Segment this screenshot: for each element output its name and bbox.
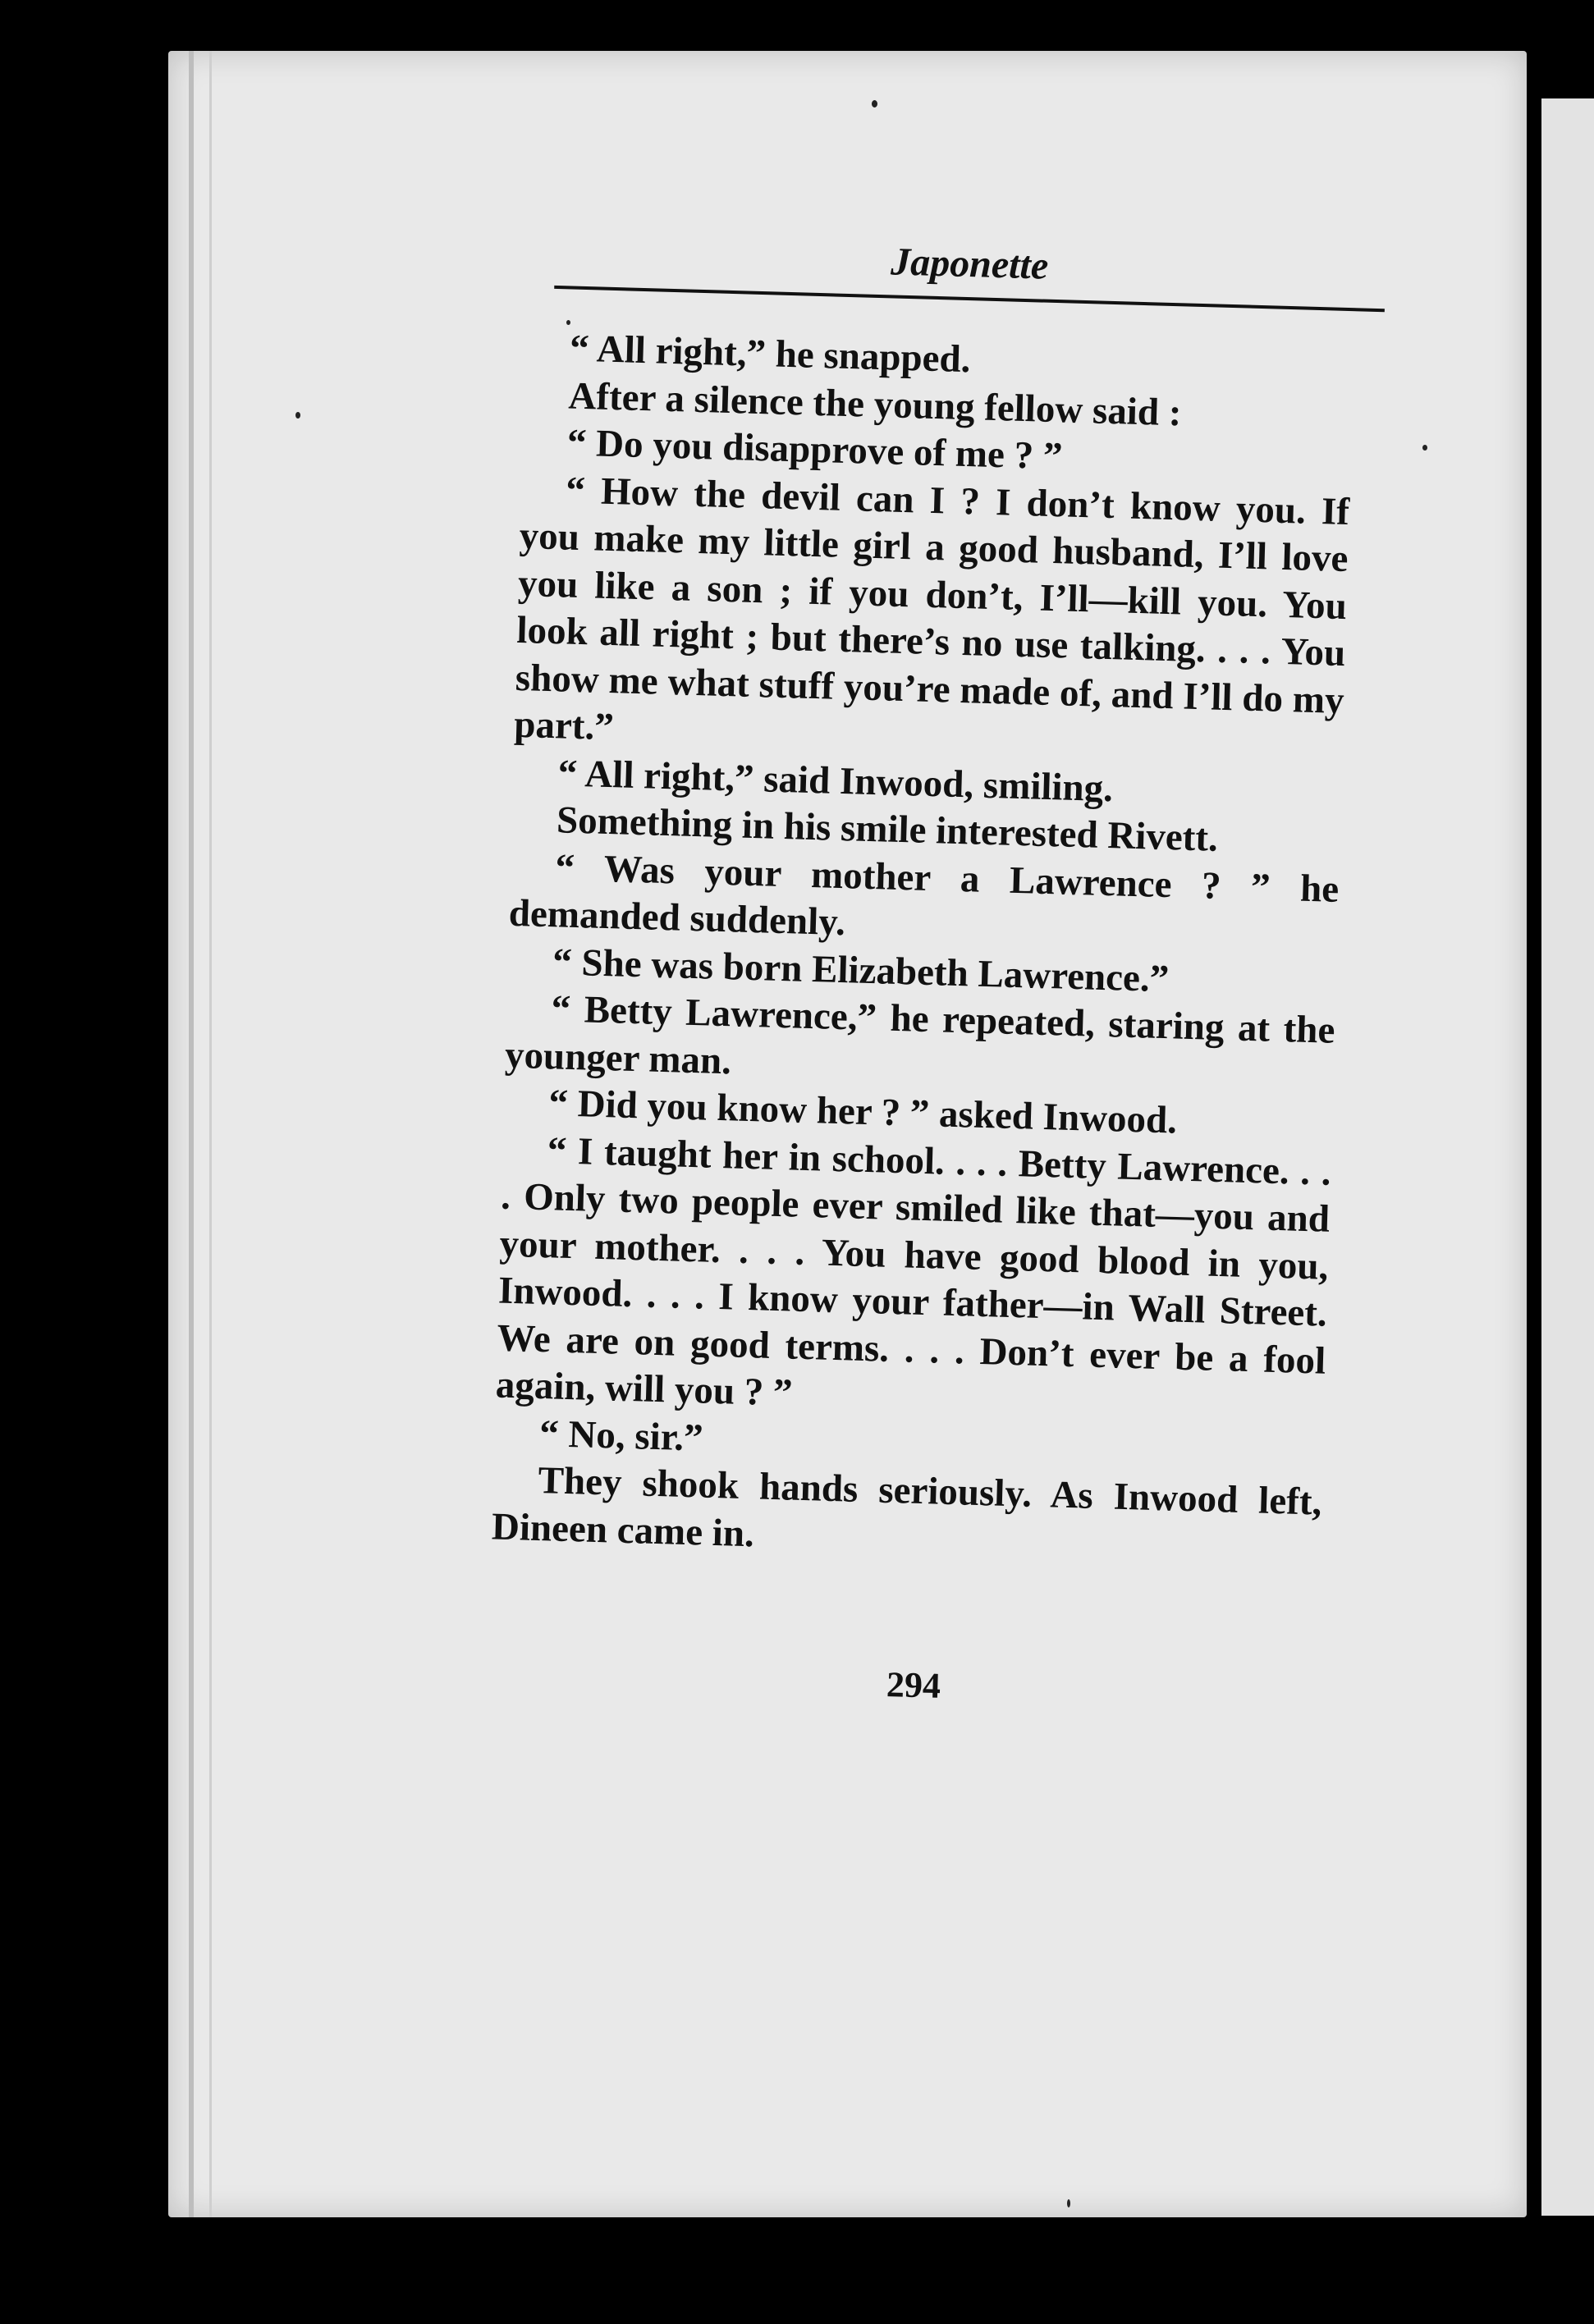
page-number: 294 [886, 1664, 941, 1706]
paragraph-5: “ All right,” said Inwood, smiling. [557, 751, 1114, 810]
paragraph-6: Something in his smile interested Rivett. [556, 798, 1219, 860]
page-edge-line [209, 51, 212, 2217]
running-head: Japonette [890, 240, 1049, 288]
body-text [491, 324, 1354, 1579]
paragraph-4: “ How the devil can I ? I don’t know you. If you make my little girl a good husband, I’ll love you like a son ; if you don’t, I’ll—kill you. You look all right ; but there’s no use talking. . . . You show me what stuff you’re made of, and I’ll do my part.” [513, 468, 1350, 749]
paragraph-9: “ Betty Lawrence,” he repeated, staring at the younger man. [504, 987, 1336, 1082]
scan-speck [1422, 445, 1427, 451]
paragraph-8: “ She was born Elizabeth Lawrence.” [552, 940, 1170, 1000]
facing-page-edge [1541, 98, 1594, 2216]
paragraph-10: “ Did you know her ? ” asked Inwood. [547, 1082, 1178, 1142]
paragraph-12: “ No, sir.” [538, 1411, 704, 1460]
scan-speck [295, 412, 300, 419]
paragraph-13: They shook hands seriously. As Inwood left, Dineen came in. [491, 1458, 1323, 1555]
scan-speck [872, 100, 877, 108]
page-header [554, 148, 1395, 310]
paragraph-11: “ I taught her in school. . . . Betty Lawrence. . . . Only two people ever smiled like that—you and your mother. . . . You have good blood in you, Inwood. . . . I know your father—in Wall Street. We are on good terms. . . . Don’t ever be a fool again, will you ? ” [495, 1128, 1332, 1415]
paragraph-3: “ Do you disapprove of me ? ” [566, 421, 1064, 478]
scan-speck [566, 320, 570, 325]
paragraph-1: “ All right,” he snapped. [569, 327, 972, 382]
page-spine-edge [189, 51, 194, 2217]
paragraph-2: After a silence the young fellow said : [567, 374, 1183, 434]
paragraph-7: “ Was your mother a Lawrence ? ” he demanded suddenly. [508, 845, 1340, 945]
scan-speck [1067, 2199, 1070, 2207]
